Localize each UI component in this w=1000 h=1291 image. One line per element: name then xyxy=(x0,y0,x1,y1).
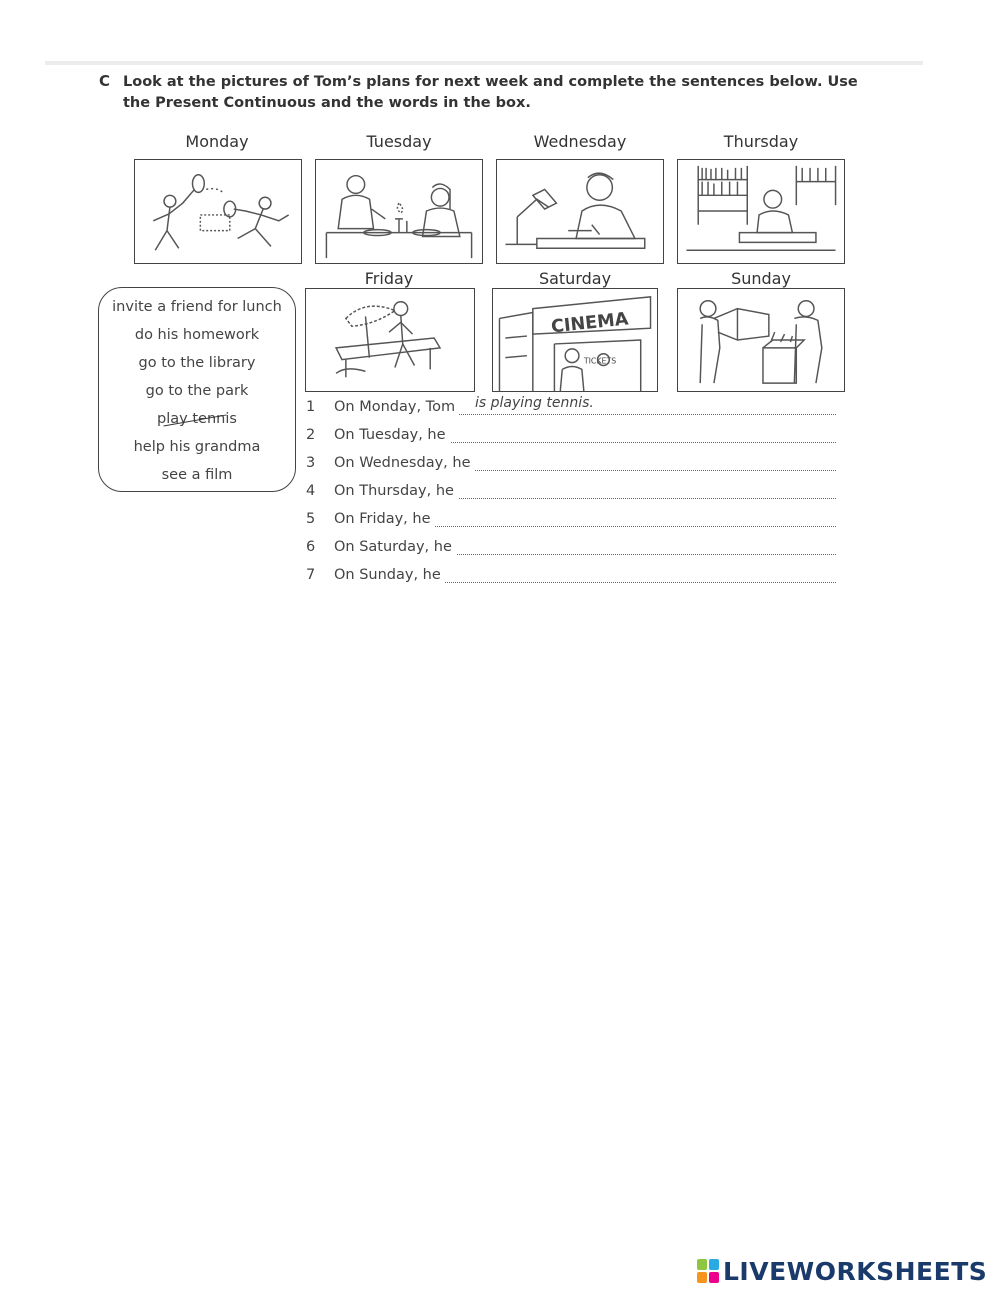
word-box xyxy=(98,287,296,492)
sentence-number: 3 xyxy=(306,455,316,471)
sentence-number: 4 xyxy=(306,483,316,499)
sentence-number: 2 xyxy=(306,427,316,443)
picture-tuesday-lunch xyxy=(315,159,483,264)
day-label-friday: Friday xyxy=(364,269,414,288)
brand-name: LIVEWORKSHEETS xyxy=(723,1256,988,1286)
word-box-item: do his homework xyxy=(134,327,260,343)
word-box-item: invite a friend for lunch xyxy=(112,299,282,315)
day-label-saturday: Saturday xyxy=(538,269,612,288)
answer-input-4[interactable] xyxy=(462,483,838,505)
picture-wednesday-homework xyxy=(496,159,664,264)
answer-input-5[interactable] xyxy=(440,511,838,533)
cinema-sign: CINEMA xyxy=(550,309,630,338)
word-box-item-used: play tennis xyxy=(157,408,237,430)
day-label-monday: Monday xyxy=(185,132,249,151)
liveworksheets-icon xyxy=(697,1259,719,1283)
picture-friday-park xyxy=(305,288,475,392)
sentence-prompt: On Tuesday, he xyxy=(334,427,450,443)
picture-sunday-grandma xyxy=(677,288,845,392)
picture-thursday-library xyxy=(677,159,845,264)
day-label-wednesday: Wednesday xyxy=(533,132,627,151)
sentence-prompt: On Sunday, he xyxy=(334,567,445,583)
sentence-prompt: On Thursday, he xyxy=(334,483,458,499)
sentence-prompt: On Wednesday, he xyxy=(334,455,475,471)
example-answer: is playing tennis. xyxy=(475,395,594,411)
picture-monday-tennis xyxy=(134,159,302,264)
answer-input-2[interactable] xyxy=(452,427,838,449)
sentence-prompt: On Monday, Tom xyxy=(334,399,459,415)
picture-saturday-cinema xyxy=(492,288,658,392)
sentence-number: 1 xyxy=(306,399,316,415)
word-box-item: help his grandma xyxy=(133,439,261,455)
exercise-instructions: Look at the pictures of Tom’s plans for next week and complete the sentences below. Use the Present Continuous and the words in the box. xyxy=(123,74,858,111)
answer-input-7[interactable] xyxy=(450,567,838,589)
sentence-number: 5 xyxy=(306,511,316,527)
answer-input-3[interactable] xyxy=(480,455,838,477)
day-label-thursday: Thursday xyxy=(723,132,799,151)
answer-input-6[interactable] xyxy=(460,539,838,561)
exercise-letter: C xyxy=(99,72,111,90)
sentence-number: 6 xyxy=(306,539,316,555)
sentence-prompt: On Friday, he xyxy=(334,511,435,527)
word-box-item: see a film xyxy=(161,467,233,483)
word-box-item: go to the library xyxy=(138,355,256,371)
day-label-tuesday: Tuesday xyxy=(366,132,432,151)
top-divider xyxy=(45,61,923,65)
tickets-sign: TICKETS xyxy=(583,356,617,366)
sentence-prompt: On Saturday, he xyxy=(334,539,456,555)
liveworksheets-logo xyxy=(697,1256,987,1286)
word-box-item: go to the park xyxy=(145,383,249,399)
day-label-sunday: Sunday xyxy=(731,269,791,288)
sentence-number: 7 xyxy=(306,567,316,583)
